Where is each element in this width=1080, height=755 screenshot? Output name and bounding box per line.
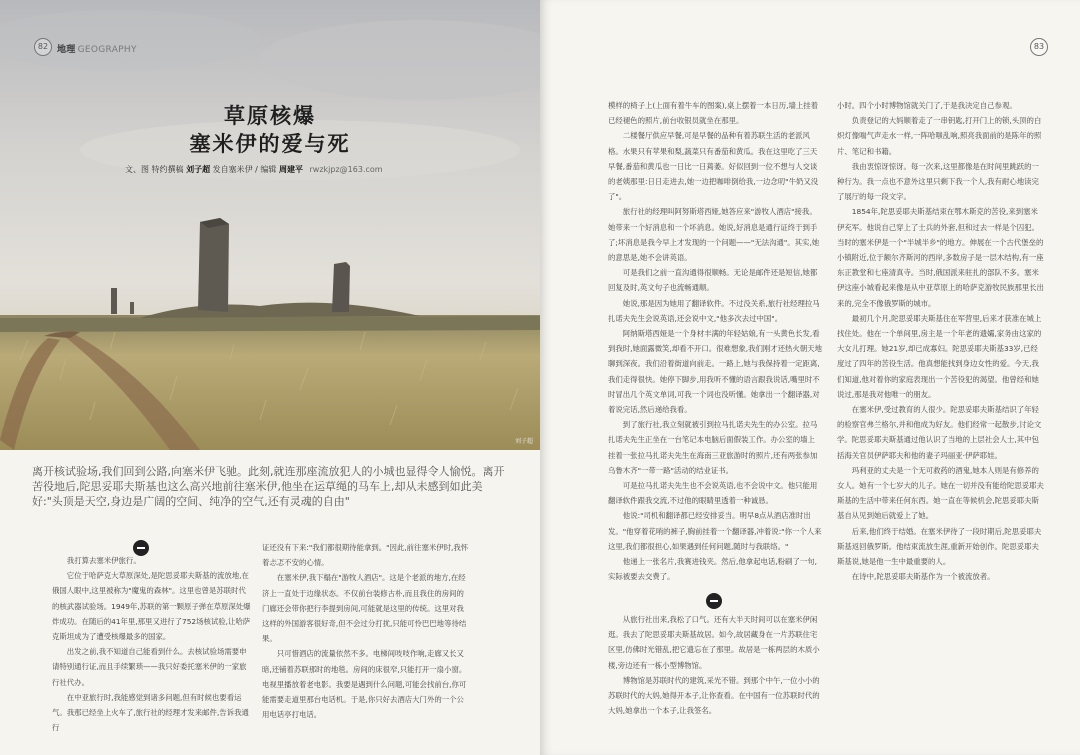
- paragraph: 小时。四个小时博物馆就关门了,于是我决定自己参观。: [837, 101, 1017, 110]
- paragraph: 在中亚旅行时,我能感觉到诸多问题,但有时候也要看运气。我那已经坐上火车了,旅行社的经理才发来邮件,告诉我通行: [52, 692, 249, 733]
- right-page: [540, 0, 1080, 755]
- byline-email: rwzkjpz@163.com: [309, 165, 383, 174]
- paragraph: 从旅行社出来,我松了口气。还有大半天时间可以在塞米伊闲逛。我去了陀思妥耶夫斯基故居。如今,故居藏身在一片苏联住宅区里,仿佛时光错乱,把它遗忘在了那里。故居是一栋两层的木质小楼,旁边还有一栋小型博物馆。: [608, 615, 820, 670]
- byline-editor: 周建平: [278, 165, 303, 174]
- paragraph: 1854年,陀思妥耶夫斯基结束在鄂木斯克的苦役,来到塞米伊充军。他说自己穿上了士兵的外套,但和过去一样是个囚犯。当时的塞米伊是一个"半城半乡"的地方。伸展在一个古代堡垒的小镇附近,位于额尔齐斯河的西岸,多数房子是一层木结构,有一座东正教堂和七座清真寺。当时,俄国派来驻扎的部队不多。塞米伊这座小城看起来像是从中亚草原上的哈萨克游牧民族那里长出来的,完全不像俄罗斯的城市。: [837, 207, 1044, 308]
- paragraph: 他递上一张名片,我赛进钱夹。然后,他拿起电话,粉刷了一句,实际被要去交费了。: [608, 557, 817, 582]
- byline-prefix: 文、图 特约撰稿: [125, 165, 184, 174]
- paragraph: 玛利亚的丈夫是一个无可救药的酒鬼,她本人则是有修养的女人。她有一个七岁大的儿子。她在一切并没有能给陀思妥耶夫斯基的生活中带来任何东西。她一直在等候机会,陀思妥耶夫斯基自从见到她后就爱上了她。: [837, 465, 1044, 521]
- paragraph: 博物馆是苏联时代的建筑,采光不错。到那个中午,一位小小的苏联时代的大妈,她得开本子,让你查看。在中国有一位苏联时代的大妈,她拿出一个本子,让我签名。: [608, 675, 820, 716]
- photo-credit: 刘子超: [515, 438, 534, 445]
- section-en: GEOGRAPHY: [77, 45, 137, 55]
- byline-author: 刘子超: [186, 165, 211, 174]
- right-column-1-top: [608, 98, 822, 582]
- article-title-line1: 草原核爆: [224, 103, 316, 128]
- photo-caption: 离开核试验场,我们回到公路,向塞米伊飞驰。此刻,就连那座流放犯人的小城也显得令人愉悦。离开苦役地后,陀思妥耶夫斯基也这么高兴地前往塞米伊,他坐在运草绳的马车上,却从未感到如此美好:"头顶是天空,身边是广阔的空间、纯净的空气,还有灵魂的自由": [32, 465, 505, 508]
- section-cn: 地理: [57, 45, 76, 55]
- paragraph: 她说,那是因为她用了翻译软件。不过没关系,旅行社经理拉马扎诺夫先生会说英语,还会说中文,"他多次去过中国"。: [608, 298, 820, 323]
- paragraph: 在塞米伊,我下榻在"游牧人酒店"。这是个老派的地方,在经济上一直处于边缘状态。不仅前台装修古朴,而且我住的房间的门廊还会带你把行李提到房间,可能就是这里的传统。这里对我这样的外国游客很好奇,但不会过分打扰,只能可怜巴巴地等待结果。: [262, 573, 467, 644]
- paragraph: 负责登记的大妈顺着走了一串钥匙,打开门上的锁,头顶的白炽灯像喘气声走水一样,一阵哈嗤乱响,照亮我面前的是陈年的照片、笔记和书籍。: [837, 116, 1042, 156]
- paragraph: 可是我们之前一直沟通得很顺畅。无论是邮件还是短信,她都回复及时,英文句子也流畅通顺。: [608, 268, 818, 293]
- section-divider-icon: [706, 593, 722, 609]
- paragraph: 我由衷惊讶惊讶。每一次来,这里都像是在时间里跳跃的一种行为。我一点也不意外这里只剩下我一个人,我有耐心地读完了展厅的每一段文字。: [837, 161, 1039, 202]
- paragraph: 在诗中,陀思妥耶夫斯基作为一个被流放者。: [851, 572, 995, 582]
- steppe-photo: [0, 0, 540, 450]
- paragraph: 它位于哈萨克大草原深处,是陀思妥耶夫斯基的流放地,在俄国人眼中,这里被称为"魔鬼的森林"。这里也曾是苏联时代的核武器试验场。1949年,苏联的第一颗原子弹在草原深处爆炸成功。在随后的41年里,那里又进行了752场核试验,让哈萨克斯坦成为了遭受核爆最多的国家。: [52, 571, 251, 642]
- paragraph: 可是拉马扎诺夫先生也不会说英语,也不会说中文。他只能用翻译软件跟我交流,不过他的眼睛里透着一种诚恳。: [608, 481, 818, 506]
- paragraph: 最初几个月,陀思妥耶夫斯基住在军营里,后来才获准在城上找住处。他在一个单间里,房主是一个年老的遗孀,家务由这家的大女儿打理。她21岁,却已成寡妇。陀思妥耶夫斯基33岁,已经度过了四年的苦役生活。他真想能找到身边女性的爱。今天,我们知道,他对着你的家庭表现出一个苦役犯的渴望。他曾经和她说过,那是我对他唯一的朋友。: [837, 313, 1042, 399]
- nuclear-test-site-photo: [0, 0, 540, 450]
- paragraph: 到了旅行社,我立刻就被引到拉马扎诺夫先生的办公室。拉马扎诺夫先生正坐在一台笔记本电脑后面假装工作。办公室的墙上挂着一张拉马扎诺夫先生在海南三亚旅游时的照片,还有两张参加乌鲁木齐"一带一路"活动的结业证书。: [608, 420, 818, 475]
- paragraph: 在塞米伊,受过教育的人很少。陀思妥耶夫斯基结识了年轻的检察官弗兰格尔,并和他成为好友。他们经常一起散步,讨论文学。陀思妥耶夫斯基通过他认识了当地的上层社会人士,其中包括海关官员伊萨耶夫和他的妻子玛丽亚·伊萨耶娃。: [837, 405, 1042, 460]
- paragraph: 证还没有下来:"我们都很期待能拿到。"因此,前往塞米伊时,我怀着忐忑不安的心情。: [262, 543, 469, 568]
- paragraph: 我打算去塞米伊旅行。: [66, 556, 141, 565]
- paragraph: 二楼餐厅供应早餐,可是早餐的品种有着苏联生活的老派风格。水果只有苹果和梨,蔬菜只有番茄和黄瓜。我在这里吃了三天早餐,番茄和黄瓜也一日比一日蔫萎。好似回到一位不想与人交谈的老姨那里:日日走进去,她一边把咖啡倒给我,一边念叨"牛奶又没了"。: [608, 131, 819, 202]
- byline: [125, 164, 383, 175]
- paragraph: 阿纳斯塔西娅是一个身材丰满的年轻姑娘,有一头黄色长发,看到我时,她面露微笑,却看不开口。很难想象,我们刚才还热火朝天地聊到深夜。我们沿着街道向前走。一路上,她与我保持着一定距离,我们走得很快。她停下脚步,用我听不懂的语言跟我说话,嘴里时不时冒出几个英文单词,可我一个词也没听懂。她拿出一个翻译器,对着说完话,然后递给我看。: [608, 329, 822, 415]
- article-title-line2: 塞米伊的爱与死: [189, 131, 351, 156]
- byline-mid: 发自塞米伊 / 编辑: [212, 165, 277, 174]
- paragraph: 出发之前,我不知道自己能看到什么。去核试验场需要申请特别通行证,而且手续繁琐——我只好委托塞米伊的一家旅行社代办。: [52, 647, 247, 687]
- paragraph: 旅行社的经理叫阿努斯塔西娅,她答应来"游牧人酒店"接我。她带来一个好消息和一个坏消息。她说,好消息是通行证终于到手了;坏消息是我今早上才发现的一个问题——"无法沟通"。其实,她的意思是,她不会讲英语。: [608, 207, 820, 263]
- paragraph: 只可惜酒店的流量依然不多。电梯间吱吱作响,走廊又长又暗,还铺着苏联那时的地毯。房间的床很窄,只能打开一扇小窗。电视里播放着老电影。我要是遇到什么问题,可能会找前台,你可能需要走道里那台电话机。于是,你只好去酒店大门外的一个公用电话亭打电话。: [262, 649, 467, 720]
- paragraph: 他说:"司机和翻译都已经安排妥当。明早8点从酒店准时出发。"他穿着花哨的裤子,胸前挂着一个翻译器,冲着说:"你一个人来这里,我们都很担心,如果遇到任何问题,随时与我联络。": [608, 511, 822, 551]
- section-label: [57, 42, 137, 55]
- paragraph: 后来,他们终于结婚。在塞米伊待了一段时期后,陀思妥耶夫斯基返回俄罗斯。他结束流放生涯,重新开始创作。陀思妥耶夫斯基说,她是他一生中最重要的人。: [837, 526, 1042, 567]
- left-column-2: [262, 540, 470, 722]
- paragraph: 模样的椅子上(上面有着牛车的图案),桌上摆着一本日历,墙上挂着已经褪色的照片,前台收银员就坐在那里。: [608, 101, 819, 126]
- right-column-1-bottom: [608, 612, 822, 742]
- page-number: 83: [1030, 38, 1048, 56]
- page-number: 82: [34, 38, 52, 56]
- left-column-1: [52, 553, 252, 735]
- right-column-2: [837, 98, 1045, 743]
